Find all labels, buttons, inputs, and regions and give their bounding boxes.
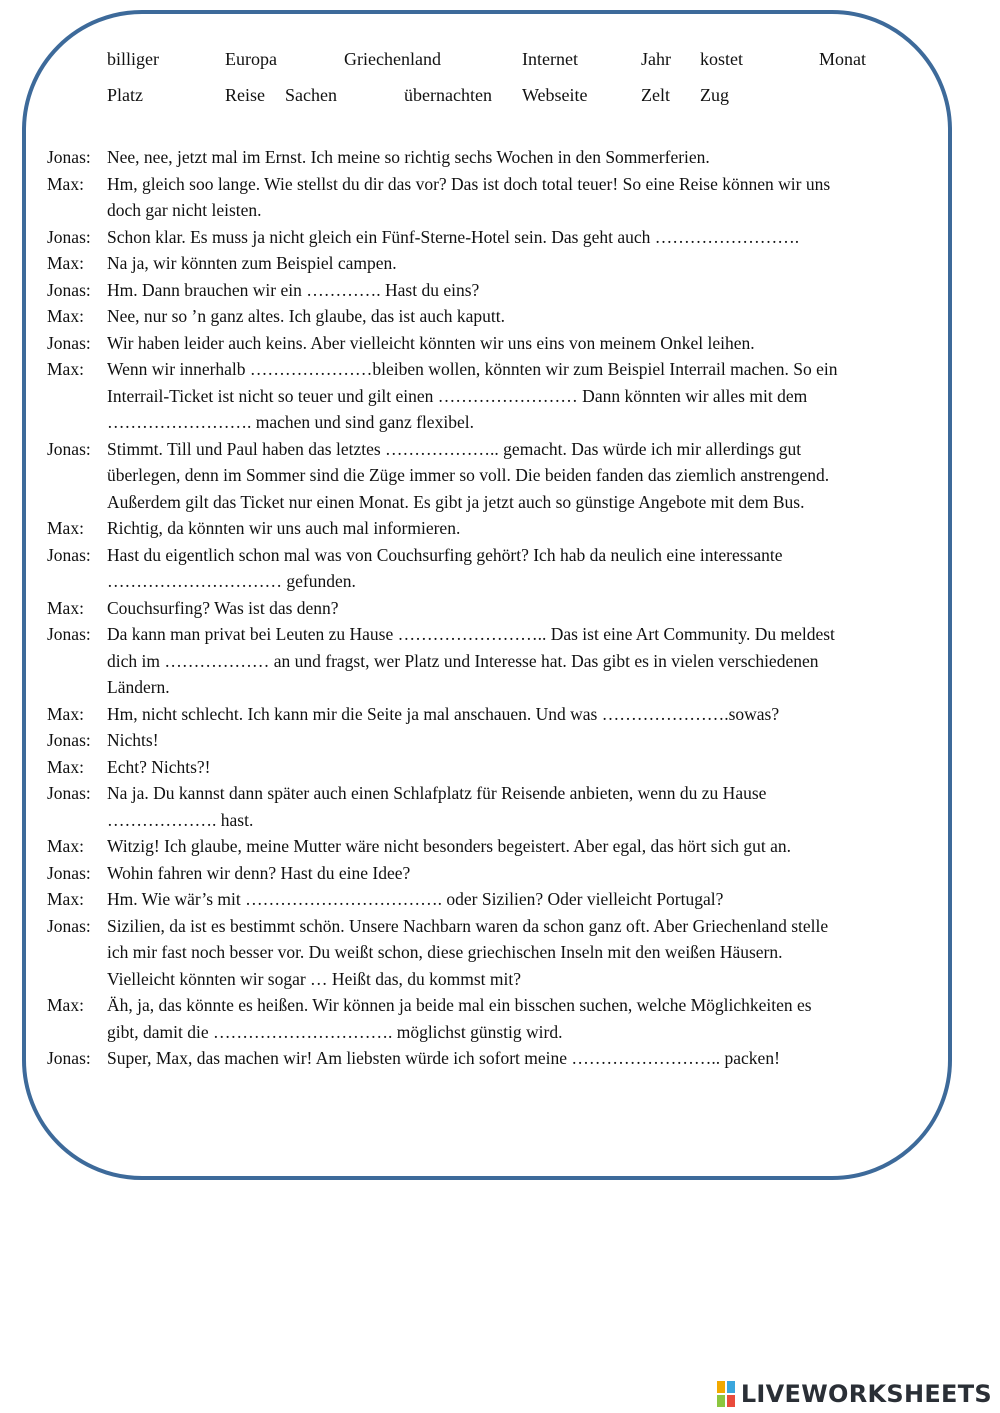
dialogue-line <box>47 303 957 330</box>
speaker-name: Jonas: <box>47 332 91 353</box>
dialogue-text-row: Super, Max, das machen wir! Am liebsten würde ich sofort meine …………………….. packen! <box>107 1048 780 1068</box>
speaker-name: Jonas: <box>47 624 91 644</box>
word-bank-item: übernachten <box>404 85 492 105</box>
dialogue-text <box>107 144 957 171</box>
dialogue-text-row: Da kann man privat bei Leuten zu Hause …………………….. Das ist eine Art Community. Du meldest <box>107 624 835 644</box>
dialogue-text <box>107 277 957 304</box>
dialogue-line <box>47 833 957 860</box>
speaker-name: Jonas: <box>47 1048 91 1068</box>
dialogue-line <box>47 780 957 833</box>
dialogue-text-row: Wir haben leider auch keins. Aber vielleicht könnten wir uns eins von meinem Onkel leihen. <box>107 332 755 353</box>
dialogue-text-row: gibt, damit die …………………………. möglichst günstig wird. <box>107 1021 563 1042</box>
dialogue-line <box>47 330 957 357</box>
dialogue-text <box>107 780 957 833</box>
dialogue-line <box>47 701 957 728</box>
word-bank-item: billiger <box>107 49 159 69</box>
dialogue-line <box>47 144 957 171</box>
dialogue-text <box>107 992 957 1045</box>
speaker-name: Max: <box>47 173 84 194</box>
dialogue-line <box>47 250 957 277</box>
word-bank-item: Internet <box>522 49 578 69</box>
dialogue-line <box>47 542 957 595</box>
dialogue-text-row: überlegen, denn im Sommer sind die Züge immer so voll. Die beiden fanden das ziemlich anstrengend. <box>107 465 830 485</box>
liveworksheets-logo <box>717 1379 992 1409</box>
dialogue-text <box>107 833 957 860</box>
dialogue-text-row: dich im ……………… an und fragst, wer Platz und Interesse hat. Das gibt es in vielen verschiedenen <box>107 650 819 671</box>
dialogue-line <box>47 754 957 781</box>
dialogue-line <box>47 515 957 542</box>
dialogue-text <box>107 621 957 701</box>
logo-square <box>727 1381 735 1393</box>
dialogue-text-row: Na ja. Du kannst dann später auch einen Schlafplatz für Reisende anbieten, wenn du zu Hause <box>107 783 767 803</box>
speaker-name: Max: <box>47 756 84 777</box>
dialogue-text-row: doch gar nicht leisten. <box>107 200 262 220</box>
dialogue-text-row: Witzig! Ich glaube, meine Mutter wäre nicht besonders begeistert. Aber egal, das hört sich gut an. <box>107 836 792 856</box>
dialogue-text-row: Echt? Nichts?! <box>107 756 211 777</box>
word-bank-item: Sachen <box>285 85 337 105</box>
dialogue-line <box>47 436 957 516</box>
speaker-name: Max: <box>47 836 84 856</box>
word-bank <box>0 0 1000 120</box>
word-bank-item: kostet <box>700 49 743 69</box>
dialogue-line <box>47 356 957 436</box>
speaker-name: Jonas: <box>47 438 91 459</box>
dialogue-text-row: Nee, nur so ’n ganz altes. Ich glaube, das ist auch kaputt. <box>107 306 505 326</box>
dialogue-text <box>107 515 957 542</box>
dialogue-text <box>107 595 957 622</box>
speaker-name: Jonas: <box>47 730 91 750</box>
dialogue-text <box>107 303 957 330</box>
dialogue-line <box>47 171 957 224</box>
dialogue-text-row: Stimmt. Till und Paul haben das letztes ……………….. gemacht. Das würde ich mir allerdings gut <box>107 438 802 459</box>
dialogue-text-row: Ländern. <box>107 677 170 697</box>
dialogue-text-row: ……………………. machen und sind ganz flexibel. <box>107 412 474 432</box>
dialogue-line <box>47 277 957 304</box>
dialogue-text <box>107 250 957 277</box>
speaker-name: Max: <box>47 253 84 273</box>
word-bank-item: Zug <box>700 85 729 105</box>
logo-icon <box>717 1381 735 1407</box>
speaker-name: Jonas: <box>47 279 91 300</box>
dialogue-text-row: Wenn wir innerhalb …………………bleiben wollen, könnten wir zum Beispiel Interrail machen. So ein <box>107 359 838 379</box>
dialogue-text-row: Wohin fahren wir denn? Hast du eine Idee? <box>107 862 411 883</box>
dialogue-text <box>107 436 957 516</box>
speaker-name: Max: <box>47 359 84 379</box>
dialogue-line <box>47 992 957 1045</box>
word-bank-item: Monat <box>819 49 866 69</box>
dialogue-line <box>47 913 957 993</box>
dialogue-text <box>107 330 957 357</box>
speaker-name: Max: <box>47 995 84 1015</box>
speaker-name: Jonas: <box>47 915 91 936</box>
dialogue-text-row: ich mir fast noch besser vor. Du weißt schon, diese griechischen Inseln mit den weißen Häusern. <box>107 942 783 962</box>
dialogue-text-row: Hast du eigentlich schon mal was von Couchsurfing gehört? Ich hab da neulich eine interessante <box>107 544 783 565</box>
dialogue-text <box>107 727 957 754</box>
speaker-name: Max: <box>47 703 84 724</box>
dialogue-text-row: Schon klar. Es muss ja nicht gleich ein Fünf-Sterne-Hotel sein. Das geht auch ……………………. <box>107 226 800 247</box>
logo-square <box>717 1381 725 1393</box>
speaker-name: Jonas: <box>47 226 91 247</box>
word-bank-item: Webseite <box>522 85 588 105</box>
dialogue-text-row: Couchsurfing? Was ist das denn? <box>107 597 339 618</box>
word-bank-item: Jahr <box>641 49 671 69</box>
word-bank-item: Zelt <box>641 85 670 105</box>
speaker-name: Jonas: <box>47 783 91 803</box>
dialogue-text-row: Na ja, wir könnten zum Beispiel campen. <box>107 253 397 273</box>
dialogue-text-row: Hm, gleich soo lange. Wie stellst du dir das vor? Das ist doch total teuer! So eine Reise können wir uns <box>107 173 831 194</box>
dialogue-text <box>107 542 957 595</box>
dialogue-line <box>47 860 957 887</box>
dialogue-text <box>107 1045 957 1072</box>
dialogue-text-row: Hm, nicht schlecht. Ich kann mir die Seite ja mal anschauen. Und was ………………….sowas? <box>107 703 780 724</box>
logo-text: LIVEWORKSHEETS <box>740 1380 992 1408</box>
dialogue-text <box>107 913 957 993</box>
dialogue-text <box>107 860 957 887</box>
speaker-name: Max: <box>47 889 84 909</box>
dialogue-text-row: Äh, ja, das könnte es heißen. Wir können ja beide mal ein bisschen suchen, welche Möglichkeiten es <box>107 995 812 1015</box>
dialogue-text-row: ………………………… gefunden. <box>107 571 356 591</box>
dialogue-text-row: Nee, nee, jetzt mal im Ernst. Ich meine so richtig sechs Wochen in den Sommerferien. <box>107 147 710 167</box>
dialogue-text-row: Richtig, da könnten wir uns auch mal informieren. <box>107 518 461 538</box>
dialogue-text-row: Vielleicht könnten wir sogar … Heißt das, du kommst mit? <box>107 968 522 989</box>
dialogue-line <box>47 621 957 701</box>
dialogue-text <box>107 356 957 436</box>
speaker-name: Max: <box>47 597 84 618</box>
speaker-name: Jonas: <box>47 544 91 565</box>
dialogue-text-row: Hm. Wie wär’s mit ……………………………. oder Sizilien? Oder vielleicht Portugal? <box>107 889 724 909</box>
dialogue-text <box>107 754 957 781</box>
speaker-name: Max: <box>47 306 84 326</box>
speaker-name: Max: <box>47 518 84 538</box>
dialogue-text-row: Sizilien, da ist es bestimmt schön. Unsere Nachbarn waren da schon ganz oft. Aber Griechenland stelle <box>107 915 829 936</box>
word-bank-item: Europa <box>225 49 277 69</box>
dialogue-text <box>107 886 957 913</box>
dialogue-line <box>47 595 957 622</box>
dialogue-line <box>47 727 957 754</box>
dialogue <box>47 144 957 1072</box>
logo-square <box>717 1395 725 1407</box>
dialogue-text <box>107 224 957 251</box>
word-bank-item: Griechenland <box>344 49 441 69</box>
dialogue-text-row: Interrail-Ticket ist nicht so teuer und gilt einen …………………… Dann könnten wir alles mit dem <box>107 385 808 406</box>
word-bank-item: Reise <box>225 85 265 105</box>
dialogue-line <box>47 1045 957 1072</box>
word-bank-item: Platz <box>107 85 143 105</box>
dialogue-text <box>107 171 957 224</box>
speaker-name: Jonas: <box>47 147 91 167</box>
dialogue-text-row: ………………. hast. <box>107 809 254 830</box>
speaker-name: Jonas: <box>47 862 91 883</box>
logo-square <box>727 1395 735 1407</box>
dialogue-text <box>107 701 957 728</box>
dialogue-line <box>47 886 957 913</box>
dialogue-text-row: Außerdem gilt das Ticket nur einen Monat. Es gibt ja jetzt auch so günstige Angebote mit dem Bus. <box>107 491 805 512</box>
dialogue-text-row: Nichts! <box>107 730 159 750</box>
dialogue-text-row: Hm. Dann brauchen wir ein …………. Hast du eins? <box>107 279 480 300</box>
dialogue-line <box>47 224 957 251</box>
